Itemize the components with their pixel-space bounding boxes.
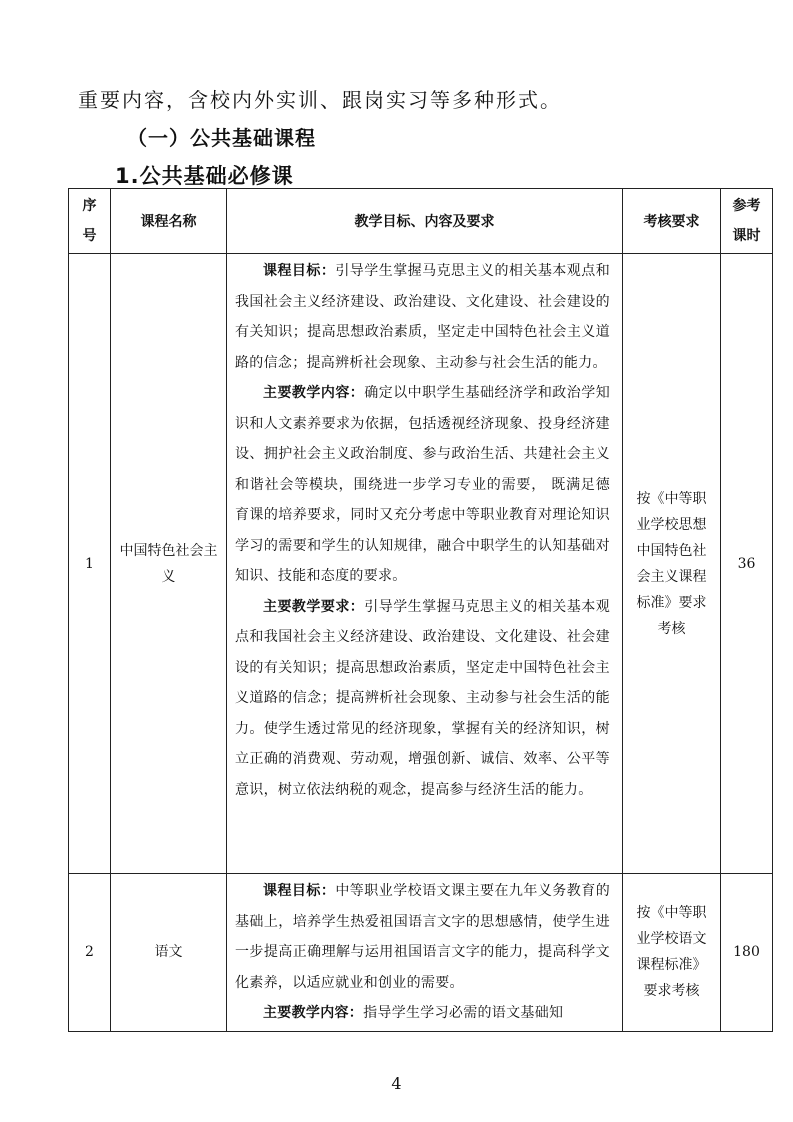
header-no-line2: 号 [82, 228, 97, 244]
course-content [227, 254, 623, 874]
row-number: 1 [69, 254, 111, 874]
table-row [69, 874, 773, 1032]
paragraph-label: 主要教学要求： [263, 598, 365, 615]
assessment-requirement: 按《中等职业学校语文课程标准》要求考核 [623, 874, 721, 1032]
header-hours-line1: 参考 [732, 198, 761, 214]
page-number: 4 [391, 1074, 402, 1093]
course-name: 中国特色社会主义 [111, 254, 227, 874]
paragraph-label: 主要教学内容： [263, 385, 365, 401]
content-paragraph [235, 256, 610, 378]
content-paragraph [235, 378, 610, 592]
section-heading: （一）公共基础课程 [127, 126, 316, 150]
paragraph-text: 中等职业学校语文课主要在九年义务教育的基础上，培养学生热爱祖国语言文字的思想感情，使学生进一步提高正确理解与运用祖国语言文字的能力，提高科学文化素养，以适应就业和创业的需要。 [235, 883, 610, 991]
table-header-row [69, 189, 773, 254]
course-content [227, 874, 623, 1032]
course-table [68, 188, 773, 1032]
paragraph-label: 课程目标： [263, 883, 336, 899]
reference-hours: 36 [721, 254, 773, 874]
paragraph-text: 确定以中职学生基础经济学和政治学知识和人文素养要求为依据，包括透视经济现象、投身经济建设、拥护社会主义政治制度、参与政治生活、共建社会主义和谐社会等模块，围绕进一步学习专业的需要， 既满足德育课的培养要求，同时又充分考虑中等职业教育对理论知识学习的需要和学生的认知规律，融合中职学生的认知基础对知识、技能和态度的要求。 [235, 385, 610, 584]
table-row [69, 254, 773, 874]
content-paragraph [235, 876, 610, 998]
header-hours-line2: 课时 [732, 228, 761, 244]
header-content: 教学目标、内容及要求 [227, 189, 623, 254]
header-assessment: 考核要求 [623, 189, 721, 254]
course-name: 语文 [111, 874, 227, 1032]
paragraph-label: 课程目标： [263, 263, 336, 279]
subsection-heading: 1.公共基础必修课 [115, 164, 294, 188]
header-course-name: 课程名称 [111, 189, 227, 254]
intro-text: 重要内容，含校内外实训、跟岗实习等多种形式。 [78, 88, 562, 112]
content-paragraph [235, 592, 610, 806]
paragraph-text: 引导学生掌握马克思主义的相关基本观点和我国社会主义经济建设、政治建设、文化建设、社会建设的有关知识；提高思想政治素质，坚定走中国特色社会主义道路的信念；提高辨析社会现象、主动参与社会生活的能力。 [235, 263, 610, 371]
content-paragraph [235, 998, 610, 1029]
paragraph-text: 指导学生学习必需的语文基础知 [363, 1005, 564, 1021]
reference-hours: 180 [721, 874, 773, 1032]
header-no-line1: 序 [82, 198, 97, 214]
header-no [69, 189, 111, 254]
paragraph-text: 引导学生掌握马克思主义的相关基本观点和我国社会主义经济建设、政治建设、文化建设、社会建设的有关知识；提高思想政治素质，坚定走中国特色社会主义道路的信念；提高辨析社会现象、主动参与社会生活的能力。使学生透过常见的经济现象，掌握有关的经济知识，树立正确的消费观、劳动观，增强创新、诚信、效率、公平等意识，树立依法纳税的观念，提高参与经济生活的能力。 [235, 598, 610, 798]
assessment-requirement: 按《中等职业学校思想中国特色社会主义课程标准》要求考核 [623, 254, 721, 874]
row-number: 2 [69, 874, 111, 1032]
header-hours [721, 189, 773, 254]
paragraph-label: 主要教学内容： [263, 1005, 364, 1021]
